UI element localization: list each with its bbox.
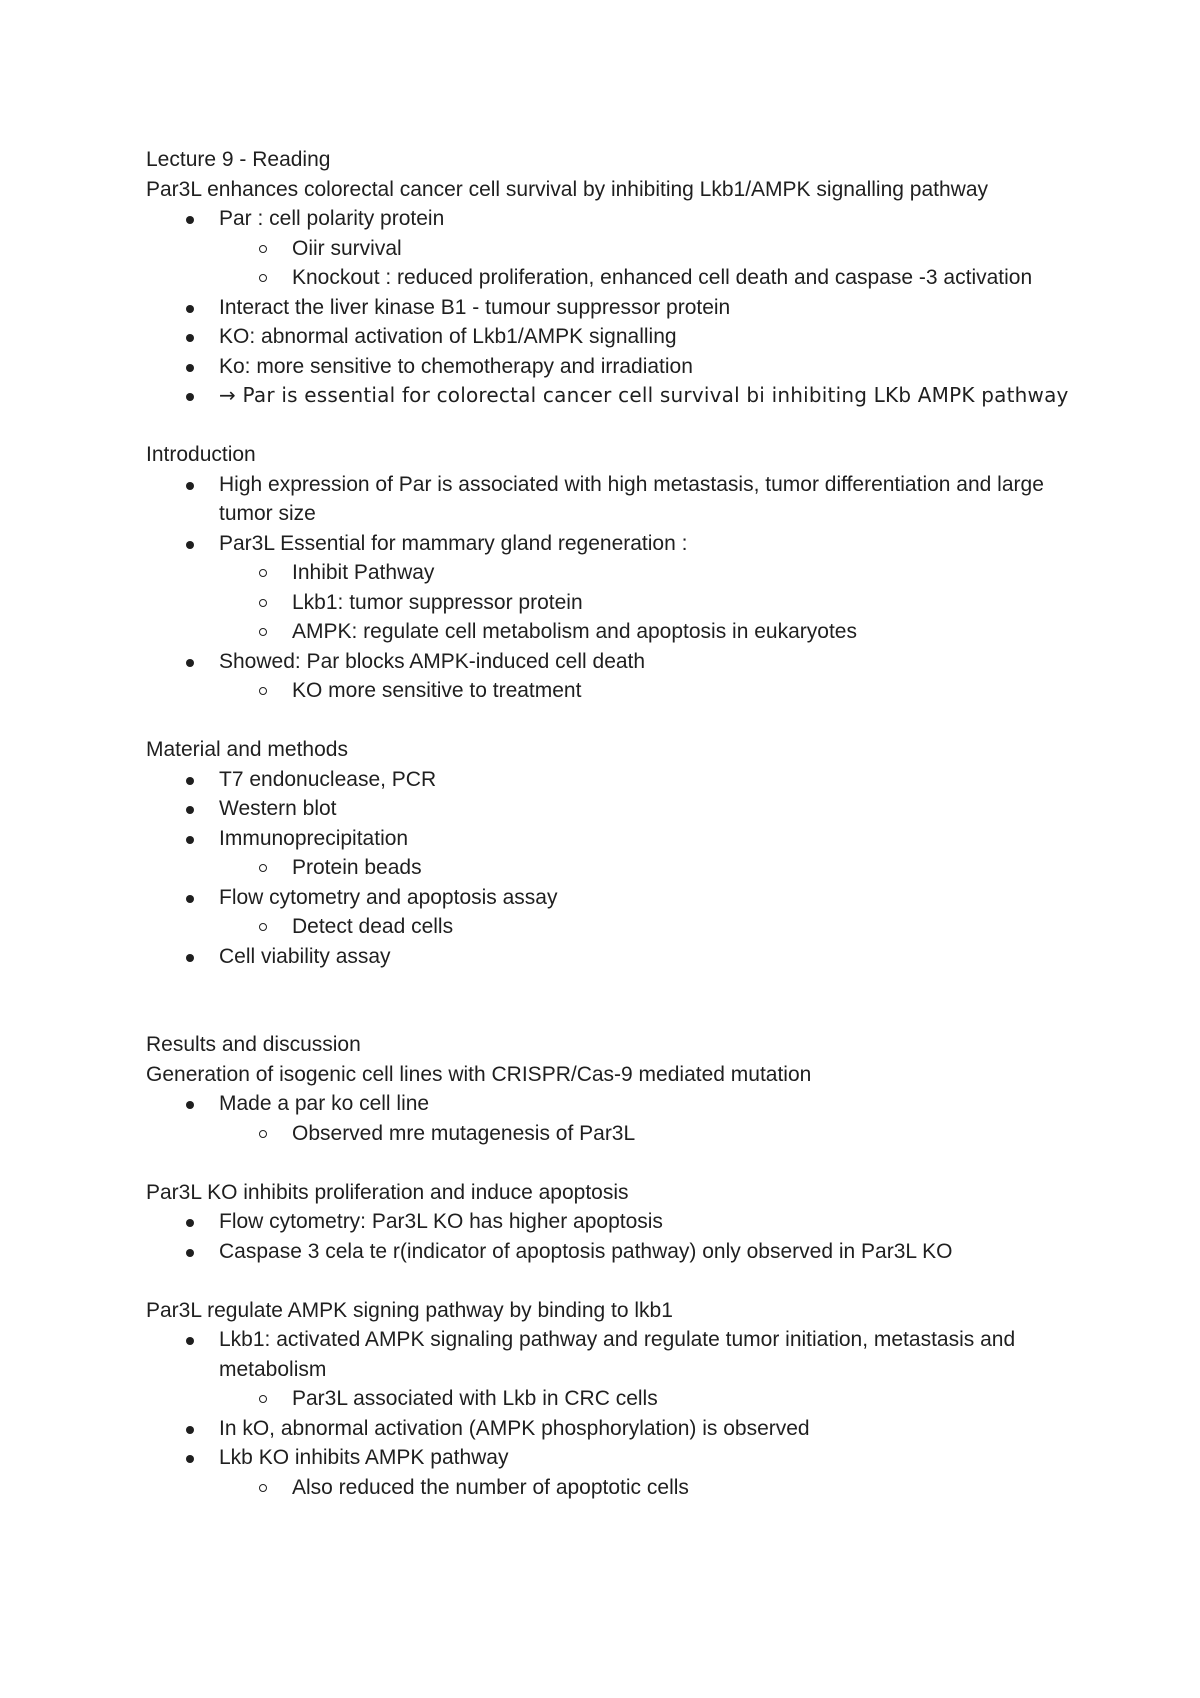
list-item-text: Lkb1: activated AMPK signaling pathway and regulate tumor initiation, metastasis and metabolism <box>219 1328 1016 1381</box>
document-title: Lecture 9 - Reading <box>146 148 331 171</box>
document-body <box>146 145 1086 1502</box>
list-item-text: Par3L associated with Lkb in CRC cells <box>292 1387 658 1410</box>
sub-bullet-list <box>219 676 1086 706</box>
list-item-text: Inhibit Pathway <box>292 561 435 584</box>
list-item <box>146 794 1086 824</box>
list-item-text: Observed mre mutagenesis of Par3L <box>292 1121 636 1145</box>
list-item-text: High expression of Par is associated with high metastasis, tumor differentiation and large tumor size <box>219 472 1044 525</box>
section-heading-introduction: Introduction <box>146 443 256 466</box>
list-item-text: AMPK: regulate cell metabolism and apoptosis in eukaryotes <box>292 620 857 643</box>
bullet-circle-icon <box>259 628 267 636</box>
section-heading-results: Results and discussion <box>146 1033 361 1056</box>
list-item-text: Flow cytometry and apoptosis assay <box>219 885 558 909</box>
sub-list-item <box>219 263 1086 293</box>
list-item-text: Interact the liver kinase B1 - tumour suppressor protein <box>219 295 731 319</box>
list-item <box>146 1325 1086 1414</box>
subsection-heading: Par3L regulate AMPK signing pathway by binding to lkb1 <box>146 1298 673 1322</box>
list-item-text: Par3L Essential for mammary gland regeneration : <box>219 531 688 555</box>
sub-list-item <box>219 676 1086 706</box>
spacer <box>146 706 1086 736</box>
bullet-circle-icon <box>259 1130 267 1138</box>
section-heading-methods: Material and methods <box>146 738 348 761</box>
bullet-dot-icon <box>186 305 194 313</box>
subsection-heading: Generation of isogenic cell lines with CRISPR/Cas-9 mediated mutation <box>146 1062 812 1086</box>
list-item-text: In kO, abnormal activation (AMPK phosphorylation) is observed <box>219 1416 810 1440</box>
bullet-list <box>146 1207 1086 1266</box>
list-item <box>146 322 1086 352</box>
bullet-dot-icon <box>186 216 194 224</box>
bullet-dot-icon <box>186 954 194 962</box>
list-item-text: T7 endonuclease, PCR <box>219 767 437 791</box>
bullet-list <box>146 1089 1086 1148</box>
spacer <box>146 971 1086 1030</box>
bullet-list <box>146 470 1086 706</box>
list-item-text: Knockout : reduced proliferation, enhanced cell death and caspase -3 activation <box>292 266 1033 289</box>
bullet-dot-icon <box>186 1249 194 1257</box>
sub-list-item <box>219 1473 1086 1503</box>
bullet-circle-icon <box>259 1395 267 1403</box>
list-item-text: Flow cytometry: Par3L KO has higher apoptosis <box>219 1210 663 1233</box>
sub-bullet-list <box>219 1119 1086 1149</box>
bullet-dot-icon <box>186 1101 194 1109</box>
list-item <box>146 1207 1086 1237</box>
list-item-text: Detect dead cells <box>292 915 454 938</box>
bullet-dot-icon <box>186 1455 194 1463</box>
bullet-circle-icon <box>259 864 267 872</box>
list-item-text: Made a par ko cell line <box>219 1092 430 1115</box>
list-item-text: Lkb1: tumor suppressor protein <box>292 590 583 614</box>
bullet-dot-icon <box>186 836 194 844</box>
list-item-text: Lkb KO inhibits AMPK pathway <box>219 1446 509 1469</box>
sub-bullet-list <box>219 912 1086 942</box>
bullet-dot-icon <box>186 1426 194 1434</box>
list-item <box>146 1237 1086 1267</box>
list-item <box>146 293 1086 323</box>
list-item <box>146 470 1086 529</box>
bullet-circle-icon <box>259 245 267 253</box>
list-item-text: Par : cell polarity protein <box>219 207 445 230</box>
bullet-list <box>146 1325 1086 1502</box>
list-item <box>146 1414 1086 1444</box>
list-item <box>146 883 1086 942</box>
bullet-dot-icon <box>186 334 194 342</box>
bullet-circle-icon <box>259 1484 267 1492</box>
sub-bullet-list <box>219 1384 1086 1414</box>
list-item <box>146 204 1086 293</box>
list-item-text: Caspase 3 cela te r(indicator of apoptosis pathway) only observed in Par3L KO <box>219 1239 953 1263</box>
sub-list-item <box>219 588 1086 618</box>
bullet-dot-icon <box>186 393 194 401</box>
spacer <box>146 1266 1086 1296</box>
list-item-text: Also reduced the number of apoptotic cells <box>292 1475 689 1499</box>
bullet-circle-icon <box>259 599 267 607</box>
bullet-dot-icon <box>186 1337 194 1345</box>
bullet-circle-icon <box>259 274 267 282</box>
list-item <box>146 824 1086 883</box>
sub-list-item <box>219 617 1086 647</box>
list-item-text: Western blot <box>219 797 337 820</box>
sub-bullet-list <box>219 853 1086 883</box>
bullet-circle-icon <box>259 569 267 577</box>
list-item-text: Ko: more sensitive to chemotherapy and irradiation <box>219 354 693 378</box>
sub-list-item <box>219 1119 1086 1149</box>
list-item-text: Protein beads <box>292 856 422 879</box>
list-item <box>146 942 1086 972</box>
list-item <box>146 765 1086 795</box>
sub-list-item <box>219 853 1086 883</box>
list-item-text: KO more sensitive to treatment <box>292 679 582 702</box>
bullet-dot-icon <box>186 482 194 490</box>
list-item <box>146 352 1086 382</box>
article-title: Par3L enhances colorectal cancer cell survival by inhibiting Lkb1/AMPK signalling pathway <box>146 177 989 201</box>
spacer <box>146 411 1086 441</box>
bullet-dot-icon <box>186 364 194 372</box>
bullet-dot-icon <box>186 541 194 549</box>
list-item <box>146 1443 1086 1502</box>
sub-list-item <box>219 912 1086 942</box>
list-item-text: Oiir survival <box>292 236 402 260</box>
bullet-circle-icon <box>259 923 267 931</box>
sub-bullet-list <box>219 558 1086 647</box>
bullet-circle-icon <box>259 687 267 695</box>
list-item-text: → Par is essential for colorectal cancer cell survival bi inhibiting LKb AMPK pathway <box>219 383 1069 407</box>
bullet-dot-icon <box>186 895 194 903</box>
bullet-dot-icon <box>186 1219 194 1227</box>
list-item <box>146 529 1086 647</box>
list-item <box>146 1089 1086 1148</box>
list-item <box>146 647 1086 706</box>
sub-list-item <box>219 1384 1086 1414</box>
list-item-text: Immunoprecipitation <box>219 826 409 850</box>
subsection-heading: Par3L KO inhibits proliferation and induce apoptosis <box>146 1180 629 1204</box>
list-item-text: KO: abnormal activation of Lkb1/AMPK signalling <box>219 325 677 348</box>
bullet-list <box>146 765 1086 972</box>
sub-list-item <box>219 234 1086 264</box>
list-item-text: Showed: Par blocks AMPK-induced cell death <box>219 649 646 673</box>
sub-bullet-list <box>219 1473 1086 1503</box>
sub-bullet-list <box>219 234 1086 293</box>
spacer <box>146 1148 1086 1178</box>
list-item-text: Cell viability assay <box>219 944 391 968</box>
bullet-dot-icon <box>186 806 194 814</box>
bullet-dot-icon <box>186 659 194 667</box>
list-item <box>146 381 1086 411</box>
sub-list-item <box>219 558 1086 588</box>
bullet-dot-icon <box>186 777 194 785</box>
bullet-list <box>146 204 1086 411</box>
